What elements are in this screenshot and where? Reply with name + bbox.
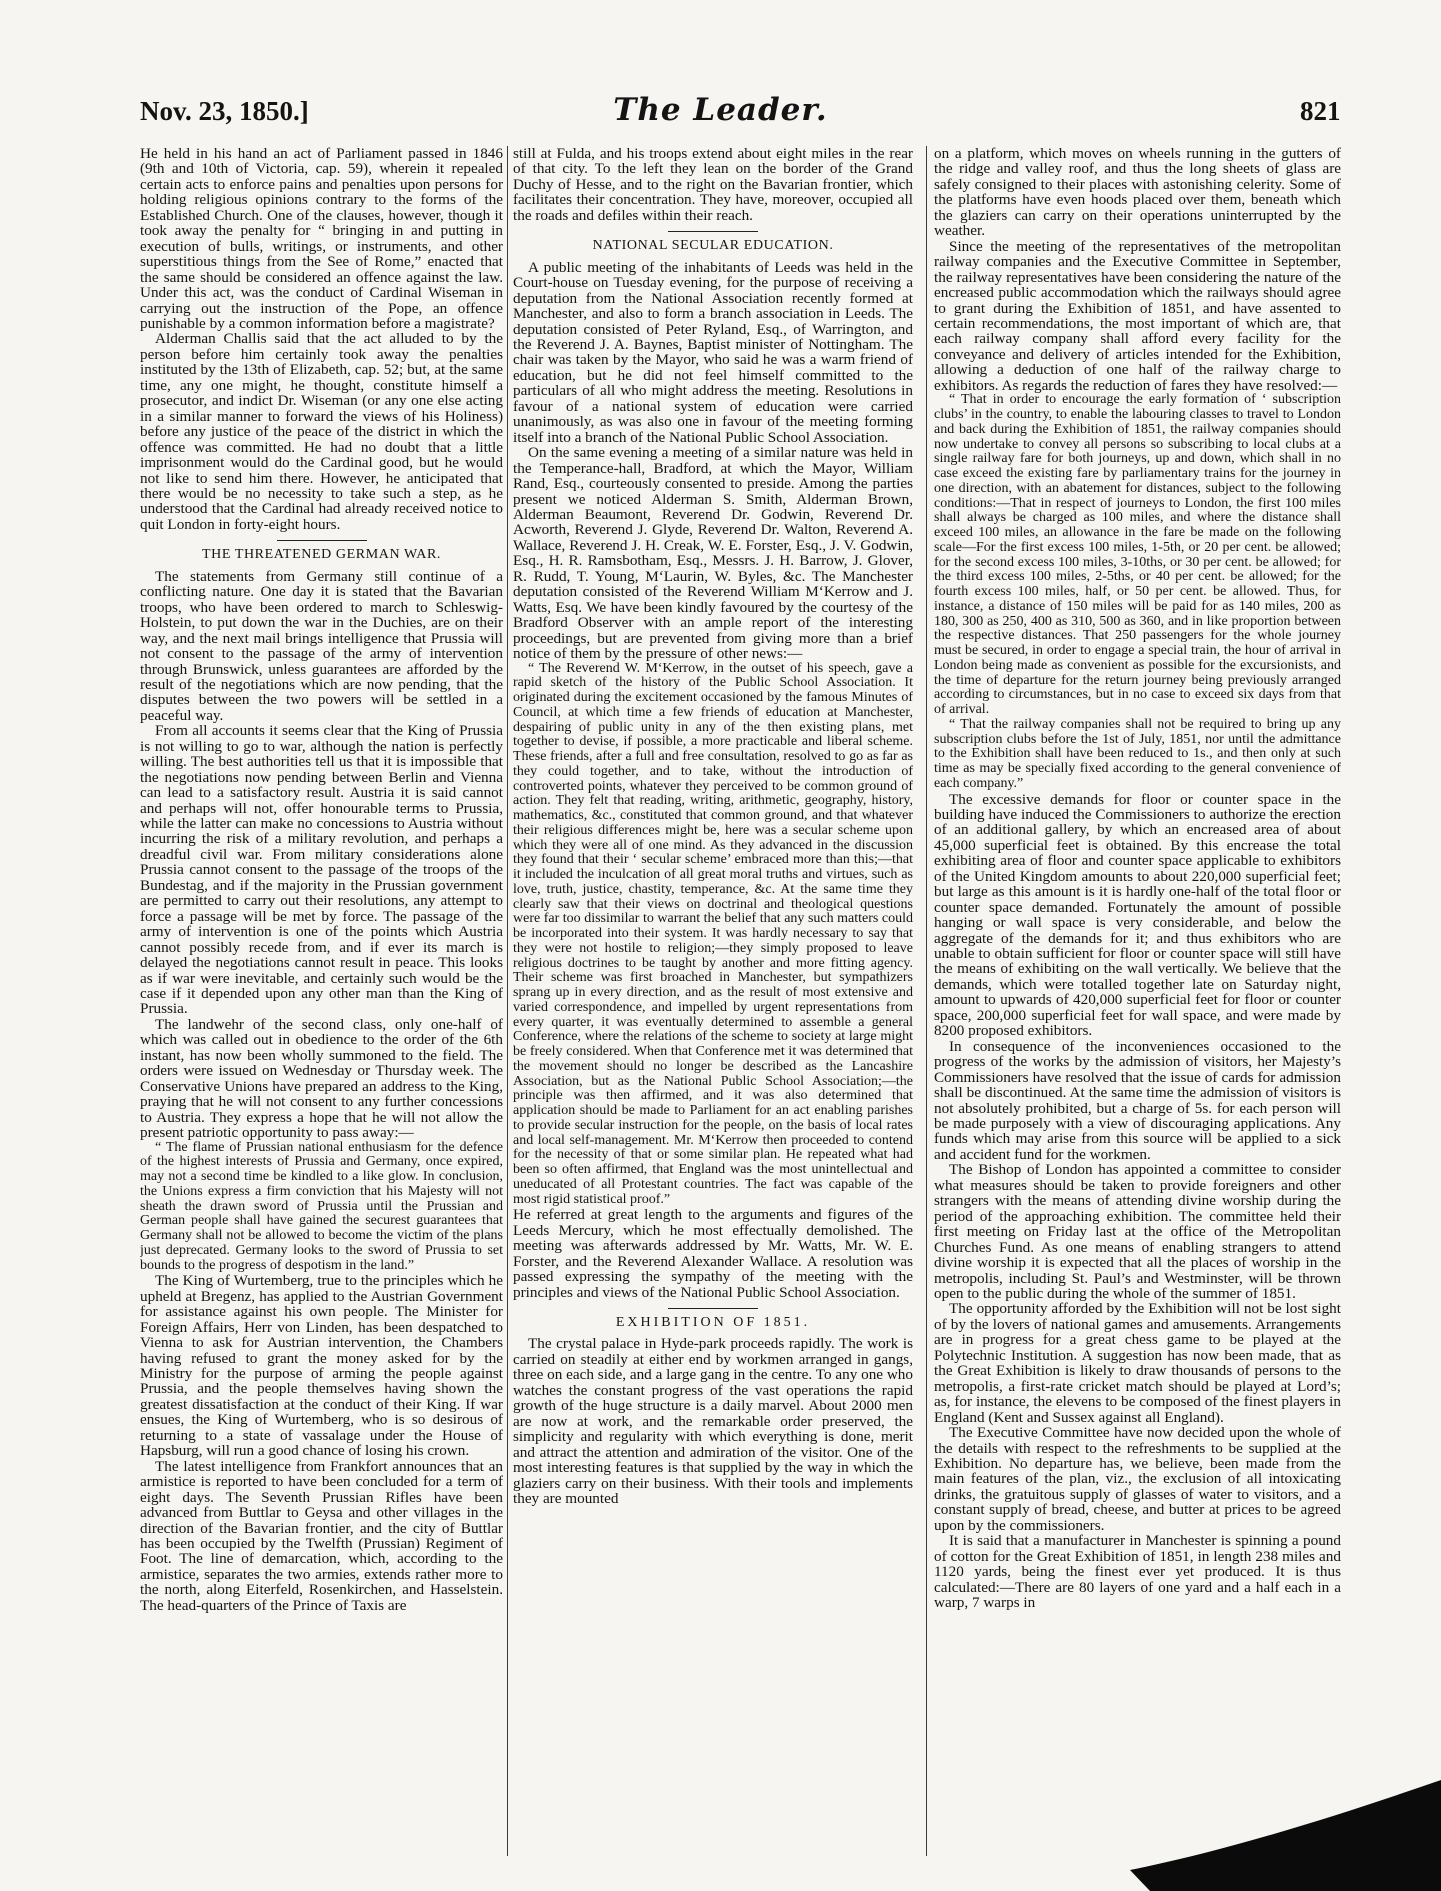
page-corner-smudge xyxy=(1090,1760,1441,1891)
column-3 xyxy=(934,146,1341,1846)
paragraph: The Executive Committee have now decided upon the whole of the details with respect to the refreshments to be supplied at the Exhibition. No departure has, we believe, been made from the main features of the plan, viz., the exclusion of all intoxicating drinks, the gratuitous supply of glasses of water to visitors, and a constant supply of bread, cheese, and butter at prices to be agreed upon by the commissioners. xyxy=(934,1424,1341,1534)
paragraph: still at Fulda, and his troops extend about eight miles in the rear of that city. To the left they lean on the border of the Grand Duchy of Hesse, and to the right on the Bavarian frontier, which facilitates their concentration. They have, moreover, occupied all the roads and defiles within their reach. xyxy=(513,146,913,224)
section-divider xyxy=(277,540,367,541)
column-rule xyxy=(926,146,927,1856)
paragraph: It is said that a manufacturer in Manchester is spinning a pound of cotton for the Great Exhibition of 1851, in length 238 miles and 1120 yards, being the finest ever yet produced. It is thus calculated:—There are 80 layers of one yard and a half each in a warp, 7 warps in xyxy=(934,1532,1341,1612)
block-quote: “ That the railway companies shall not be required to bring up any subscription clubs before the 1st of July, 1851, nor until the admittance to the Exhibition shall have been reduced to 1s., and then only at such time as may be specially fixed according to the general convenience of each company.” xyxy=(934,716,1341,791)
paragraph: Alderman Challis said that the act alluded to by the person before him certainly took away the penalties instituted by the 13th of Elizabeth, cap. 52; but, at the same time, any one might, he thought, constitute himself a prosecutor, and indict Dr. Wiseman (or any one else acting in a similar manner to forward the views of his Holiness) before any justice of the peace of the district in which the offence was committed. He had no doubt that a little imprisonment would do the Cardinal good, but he would not like to send him there. However, he anticipated that there would be no necessity to take such a step, as he understood that the Cardinal had already received notice to quit London in forty-eight hours. xyxy=(140,330,503,533)
paragraph: He referred at great length to the arguments and figures of the Leeds Mercury, which he most effectually demolished. The meeting was afterwards addressed by Mr. Watts, Mr. W. E. Forster, and the Reverend Alexander Wallace. A resolution was passed expressing the sympathy of the meeting with the principles and views of the National Public School Association. xyxy=(513,1206,913,1301)
paragraph: on a platform, which moves on wheels running in the gutters of the ridge and valley roof, and thus the long sheets of glass are safely consigned to their places with astonishing celerity. Some of the platforms have even hoods placed over them, beneath which the glaziers can carry on their operations uninterrupted by the weather. xyxy=(934,146,1341,240)
block-quote: “ The Reverend W. M‘Kerrow, in the outset of his speech, gave a rapid sketch of the history of the Public School Association. It originated during the excitement occasioned by the famous Minutes of Council, at which time a few friends of education at Manchester, despairing of public unity in any of the then existing plans, met together to devise, if possible, a more practicable and liberal scheme. These friends, after a full and free consultation, resolved to go as far as they could together, and to take, without the introduction of controverted points, whatever they perceived to be common ground of action. They felt that reading, writing, arithmetic, geography, history, mathematics, &c., constituted that common ground, and that whatever their religious differences might be, here was a secular scheme upon which they were all of one mind. As they advanced in the discussion they found that their ‘ secular scheme’ embraced more than this;—that it included the inculcation of all great moral truths and virtues, such as love, truth, justice, chastity, temperance, &c. At the same time they clearly saw that their views on doctrinal and theological questions were far too dissimilar to warrant the belief that any such matters could be incorporated into their system. It was hardly necessary to say that they were not hostile to religion;—they simply proposed to leave religious doctrines to be taught by another and more fitting agency. Their scheme was first broached in Manchester, but sympathizers sprang up in every direction, and as the result of most extensive and varied correspondence, and impelled by urgent representations from every quarter, it was eventually determined to assemble a general Conference, where the relations of the scheme to society at large might be freely considered. When that Conference met it was determined that the movement should no longer be described as the Lancashire Association, but as the National Public School Association;—the principle was then affirmed, and it was also determined that application should be made to Parliament for an act enabling parishes to provide secular instruction for the people, on the basis of local rates and local self-management. Mr. M‘Kerrow then proceeded to contend for the necessity of that or some similar plan. He repeated what had been so often affirmed, that England was the most unintellectual and uneducated of all Protestant countries. The fact was capable of the most rigid statistical proof.” xyxy=(513,660,913,1207)
block-quote: “ That in order to encourage the early formation of ‘ subscription clubs’ in the country, to enable the labouring classes to travel to London and back during the Exhibition of 1851, the railway companies should now undertake to convey all persons so subscribing to local clubs at a single railway fare for both journeys, up and down, which shall in no case exceed the existing fare by parliamentary trains for the journey in one direction, with an abatement for distances, subject to the following conditions:—That in respect of journeys to London, the first 100 miles shall always be charged as 100 miles, and where the distance shall exceed 100 miles, an allowance in the fare be made on the following scale—For the first excess 100 miles, 1-5th, or 20 per cent. be allowed; for the second excess 100 miles, 3-10ths, or 30 per cent. be allowed; for the third excess 100 miles, 2-5ths, or 40 per cent. be allowed; for the fourth excess 100 miles, half, or 50 per cent. be allowed. Thus, for instance, a distance of 150 miles will be paid for as 140 miles, 200 as 180, 300 as 250, 400 as 310, 500 as 360, and in like proportion between the respective distances. That 250 passengers for the whole journey must be secured, in order to engage a special train, the hour of arrival in London being made as convenient as possible for the excursionists, and the time of departure for the return journey being previously arranged according to circumstances, but in no case to exceed six days from that of arrival. xyxy=(934,392,1341,717)
column-1 xyxy=(140,146,503,1846)
paragraph: The crystal palace in Hyde-park proceeds rapidly. The work is carried on steadily at either end by workmen arranged in gangs, three on each side, and a large gang in the centre. To any one who watches the constant progress of the vast operations the rapid growth of the huge structure is a daily marvel. About 2000 men are now at work, and the remarkable order preserved, the simplicity and regularity with which everything is done, merit and attract the attention and admiration of the visitor. One of the most interesting features is that supplied by the way in which the glaziers carry on their business. With their tools and implements they are mounted xyxy=(513,1335,913,1507)
paragraph: He held in his hand an act of Parliament passed in 1846 (9th and 10th of Victoria, cap. 59), wherein it repealed certain acts to enforce pains and penalties upon persons for holding religious opinions contrary to the forms of the Established Church. One of the clauses, however, though it took away the penalty for “ bringing in and putting in execution of bulls, writings, or instruments, and other superstitious things from the See of Rome,” enacted that the same should be considered an offence against the law. Under this act, was the conduct of Cardinal Wiseman in carrying out the instruction of the Pope, an offence punishable by a common information before a magistrate? xyxy=(140,146,503,332)
paragraph: A public meeting of the inhabitants of Leeds was held in the Court-house on Tuesday evening, for the purpose of receiving a deputation from the National Association recently formed at Manchester, and also to form a branch association in Leeds. The deputation consisted of Peter Ryland, Esq., of Warrington, and the Reverend J. A. Baynes, Baptist minister of Nottingham. The chair was taken by the Mayor, who said he was a warm friend of education, but he did not feel himself committed to the particulars of all who might address the meeting. Resolutions in favour of a national system of education were carried unanimously, as was also one in favour of the meeting forming itself into a branch of the National Public School Association. xyxy=(513,258,913,446)
paragraph: The statements from Germany still continue of a conflicting nature. One day it is stated that the Bavarian troops, who have been ordered to march to Schleswig-Holstein, to put down the war in the Duchies, are on their way, and the next mail brings intelligence that Prussia will not consent to the passage of the army of intervention through Brunswick, unless guarantees are afforded by the result of the negotiations which are now pending, that the disputes between the two powers will be settled in a peaceful way. xyxy=(140,567,503,724)
section-heading-german-war: THE THREATENED GERMAN WAR. xyxy=(201,547,442,563)
paragraph: From all accounts it seems clear that the King of Prussia is not willing to go to war, although the nation is perfectly willing. The best authorities tell us that it is impossible that the negotiations now pending between Berlin and Vienna can lead to a satisfactory result. Austria it is said cannot and perhaps will not, offer honourable terms to Prussia, while the latter can make no concessions to Austria without incurring the risk of a military revolution, and perhaps a dreadful civil war. From military considerations alone Prussia cannot consent to the passage of the troops of the Bundestag, and if the majority in the Prussian government are permitted to carry out their resolutions, any attempt to force a passage will be met by force. The passage of the army of intervention is one of the points which Austria cannot possibly recede from, and if ever its march is delayed the negotiations cannot result in peace. This looks as if war were inevitable, and certainly such would be the case if it depended upon any other man than the King of Prussia. xyxy=(140,722,503,1018)
section-divider xyxy=(668,231,758,232)
paragraph: The landwehr of the second class, only one-half of which was called out in obedience to the order of the 6th instant, has now been wholly summoned to the field. The orders were issued on Wednesday or Thursday week. The Conservative Unions have prepared an address to the King, praying that he will not consent to any further concessions to Austria. They express a hope that he will not allow the present patriotic opportunity to pass away:— xyxy=(140,1015,503,1142)
paragraph: In consequence of the inconveniences occasioned to the progress of the works by the admission of visitors, her Majesty’s Commissioners have resolved that the issue of cards for admission shall be discontinued. At the same time the admission of visitors is not absolutely prohibited, but a charge of 5s. for each person will be made purposely with a view of discouraging applications. Any funds which may arise from this source will be applied to a sick and accident fund for the workmen. xyxy=(934,1037,1341,1163)
section-heading-secular-education: NATIONAL SECULAR EDUCATION. xyxy=(592,238,834,254)
page-number: 821 xyxy=(1300,96,1341,126)
column-2 xyxy=(513,146,913,1846)
masthead xyxy=(0,92,1441,132)
paragraph: On the same evening a meeting of a similar nature was held in the Temperance-hall, Bradford, at which the Mayor, William Rand, Esq., courteously consented to preside. Among the parties present we noticed Alderman S. Smith, Alderman Brown, Alderman Beaumont, Reverend Dr. Godwin, Reverend Dr. Acworth, Reverend J. Glyde, Reverend Dr. Walton, Reverend A. Wallace, Reverend J. H. Creak, W. E. Forster, Esq., J. V. Godwin, Esq., H. R. Ramsbotham, Esq., Messrs. J. H. Barrow, J. Glover, R. Rudd, T. Young, M‘Laurin, W. Byles, &c. The Manchester deputation consisted of the Reverend William M‘Kerrow and J. Watts, Esq. We have been kindly favoured by the courtesy of the Bradford Observer with an ample report of the interesting proceedings, but are prevented from giving more than a brief notice of them by the pressure of other news:— xyxy=(513,444,913,663)
section-heading-exhibition: EXHIBITION OF 1851. xyxy=(615,1314,811,1330)
paragraph: Since the meeting of the representatives of the metropolitan railway companies and the Executive Committee in September, the railway representatives have been considering the nature of the encreased public accommodation which the railways should agree to grant during the Exhibition of 1851, and have assented to certain recommendations, the most important of which are, that each railway company shall afford every facility for the conveyance and delivery of articles intended for the Exhibition, allowing a deduction of one half of the railway charge to exhibitors. As regards the reduction of fares they have resolved:— xyxy=(934,237,1341,394)
section-divider xyxy=(668,1308,758,1309)
paragraph: The Bishop of London has appointed a committee to consider what measures should be taken to provide foreigners and other strangers with the means of attending divine worship during the period of the approaching exhibition. The committee held their first meeting on Friday last at the office of the Metropolitan Churches Fund. As one means of enabling strangers to attend divine worship it is expected that all the places of worship in the metropolis, including St. Paul’s and Westminster, will be thrown open to the public during the whole of the summer of 1851. xyxy=(934,1161,1341,1302)
newspaper-title: The Leader. xyxy=(613,92,828,128)
issue-date: Nov. 23, 1850.] xyxy=(140,96,309,126)
paragraph: The opportunity afforded by the Exhibition will not be lost sight of by the lovers of national games and amusements. Arrangements are in progress for a great chess game to be played at the Polytechnic Institution. A suggestion has now been made, that as the Great Exhibition is likely to draw thousands of persons to the metropolis, a first-rate cricket match should be played at Lord’s; as, for instance, the elevens to be composed of the finest players in England (Kent and Sussex against all England). xyxy=(934,1300,1341,1426)
paragraph: The latest intelligence from Frankfort announces that an armistice is reported to have been concluded for a term of eight days. The Seventh Prussian Rifles have been advanced from Buttlar to Geysa and other villages in the direction of the Bavarian frontier, and the city of Buttlar has been occupied by the Twelfth (Prussian) Regiment of Foot. The line of demarcation, which, according to the armistice, separates the two armies, extends rather more to the north, along Eiterfeld, Rosenkirchen, and Hasselstein. The head-quarters of the Prince of Taxis are xyxy=(140,1457,503,1614)
column-rule xyxy=(507,146,508,1856)
paragraph: The King of Wurtemberg, true to the principles which he upheld at Bregenz, has applied to the Austrian Government for assistance against his own people. The Minister for Foreign Affairs, Herr von Linden, has been despatched to Vienna to ask for Austrian intervention, the Chambers having refused to grant the money asked for by the Ministry for the purpose of arming the people against Prussia, and the people themselves having shown the greatest dissatisfaction at the conduct of their King. If war ensues, the King of Wurtemberg, who is so desirous of returning to a state of vassalage under the House of Hapsburg, will run a good chance of losing his crown. xyxy=(140,1272,503,1460)
block-quote: “ The flame of Prussian national enthusiasm for the defence of the highest interests of Prussia and Germany, once expired, may not a second time be kindled to a like glow. In conclusion, the Unions express a firm conviction that his Majesty will not sheath the drawn sword of Prussia until the Prussian and German people shall have gained the securest guarantees that Germany shall not be allowed to become the victim of the plans just deprecated. Germany looks to the sword of Prussia to set bounds to the progress of despotism in the land.” xyxy=(140,1139,503,1273)
paragraph: The excessive demands for floor or counter space in the building have induced the Commissioners to authorize the erection of an additional gallery, by which an encreased area of about 45,000 superficial feet is obtained. By this encrease the total exhibiting area of floor and counter space applicable to exhibitors of the United Kingdom amounts to about 220,000 superficial feet; but large as this amount is it is hardly one-half of the total floor or counter space demanded. Fortunately the amount of possible hanging or wall space is very considerable, and below the aggregate of the demands for it; and thus exhibitors who are unable to obtain sufficient for floor or counter space will still have the means of exhibiting on the wall vertically. We believe that the demands, which were totalled together late on Saturday night, amount to upwards of 420,000 superficial feet for floor or counter space, 200,000 superficial feet for wall space, and were made by 8200 proposed exhibitors. xyxy=(934,790,1341,1040)
